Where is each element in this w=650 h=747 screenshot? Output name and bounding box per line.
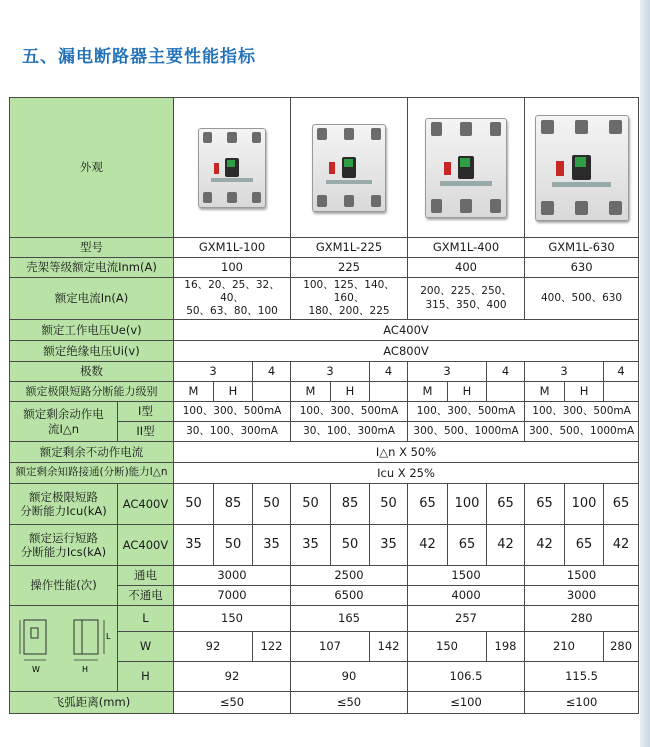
rated-current-cell: 400、500、630 — [525, 278, 639, 320]
ops-on-cell: 2500 — [291, 566, 408, 586]
level-m: M — [174, 382, 214, 402]
ics-cell: 65 — [448, 525, 487, 566]
residual-type2-cell: 30、100、300mA — [291, 422, 408, 442]
ops-on-cell: 1500 — [408, 566, 525, 586]
label-dim-w: W — [118, 632, 174, 662]
dim-l-cell: 257 — [408, 606, 525, 632]
svg-text:L: L — [105, 631, 110, 641]
label-power-off: 不通电 — [118, 586, 174, 606]
icu-cell: 65 — [487, 484, 525, 525]
label-operation: 操作性能(次) — [10, 566, 118, 606]
level-empty — [370, 382, 408, 402]
label-power-on: 通电 — [118, 566, 174, 586]
ics-cell: 35 — [370, 525, 408, 566]
label-making-breaking: 额定剩余知路接通(分断)能力I△n — [10, 463, 174, 484]
label-poles: 极数 — [10, 362, 174, 382]
residual-type1-cell: 100、300、500mA — [525, 402, 639, 422]
product-image-100 — [174, 98, 291, 238]
dim-l-cell: 150 — [174, 606, 291, 632]
dim-l-cell: 165 — [291, 606, 408, 632]
icu-cell: 65 — [604, 484, 639, 525]
page-edge-stripe — [640, 0, 650, 747]
label-insulation-voltage: 额定绝缘电压Ui(v) — [10, 341, 174, 362]
poles-3: 3 — [525, 362, 604, 382]
label-operating-voltage: 额定工作电压Ue(v) — [10, 320, 174, 341]
poles-3: 3 — [408, 362, 487, 382]
ics-cell: 50 — [214, 525, 253, 566]
label-dim-l: L — [118, 606, 174, 632]
poles-3: 3 — [291, 362, 370, 382]
ops-on-cell: 3000 — [174, 566, 291, 586]
icu-cell: 65 — [408, 484, 448, 525]
insulation-voltage-value: AC800V — [174, 341, 639, 362]
ops-off-cell: 7000 — [174, 586, 291, 606]
poles-4: 4 — [487, 362, 525, 382]
arc-cell: ≤50 — [291, 692, 408, 714]
ics-cell: 42 — [525, 525, 565, 566]
dim-w-cell: 198 — [487, 632, 525, 662]
poles-4: 4 — [604, 362, 639, 382]
rated-current-cell: 16、20、25、32、40、 50、63、80、100 — [174, 278, 291, 320]
label-type-1: I型 — [118, 402, 174, 422]
making-breaking-value: Icu X 25% — [174, 463, 639, 484]
label-model: 型号 — [10, 238, 174, 258]
level-empty — [487, 382, 525, 402]
icu-cell: 100 — [448, 484, 487, 525]
non-operating-value: I△n X 50% — [174, 442, 639, 463]
ics-cell: 35 — [174, 525, 214, 566]
level-h: H — [565, 382, 604, 402]
product-image-630 — [525, 98, 639, 238]
level-m: M — [525, 382, 565, 402]
dim-h-cell: 90 — [291, 662, 408, 692]
label-ac400v: AC400V — [118, 525, 174, 566]
arc-cell: ≤50 — [174, 692, 291, 714]
dim-w-cell: 150 — [408, 632, 487, 662]
residual-type2-cell: 300、500、1000mA — [525, 422, 639, 442]
frame-current-cell: 100 — [174, 258, 291, 278]
level-empty — [253, 382, 291, 402]
model-cell: GXM1L-100 — [174, 238, 291, 258]
label-breaking-level: 额定极限短路分断能力级别 — [10, 382, 174, 402]
icu-cell: 85 — [331, 484, 370, 525]
ops-off-cell: 3000 — [525, 586, 639, 606]
label-ac400v: AC400V — [118, 484, 174, 525]
product-image-400 — [408, 98, 525, 238]
ics-cell: 42 — [408, 525, 448, 566]
dim-l-cell: 280 — [525, 606, 639, 632]
level-h: H — [214, 382, 253, 402]
rated-current-cell: 200、225、250、 315、350、400 — [408, 278, 525, 320]
ops-off-cell: 6500 — [291, 586, 408, 606]
level-h: H — [448, 382, 487, 402]
label-frame-current: 壳架等级额定电流Inm(A) — [10, 258, 174, 278]
label-non-operating: 额定剩余不动作电流 — [10, 442, 174, 463]
poles-4: 4 — [370, 362, 408, 382]
label-dim-h: H — [118, 662, 174, 692]
dim-w-cell: 92 — [174, 632, 253, 662]
dim-w-cell: 280 — [604, 632, 639, 662]
frame-current-cell: 400 — [408, 258, 525, 278]
frame-current-cell: 630 — [525, 258, 639, 278]
label-appearance: 外观 — [10, 98, 174, 238]
page-title: 五、漏电断路器主要性能指标 — [22, 47, 256, 67]
residual-type2-cell: 30、100、300mA — [174, 422, 291, 442]
dim-w-cell: 107 — [291, 632, 370, 662]
poles-3: 3 — [174, 362, 253, 382]
ics-cell: 35 — [291, 525, 331, 566]
arc-cell: ≤100 — [525, 692, 639, 714]
residual-type1-cell: 100、300、500mA — [291, 402, 408, 422]
ics-cell: 65 — [565, 525, 604, 566]
icu-cell: 100 — [565, 484, 604, 525]
dimension-diagram — [10, 606, 118, 692]
dimension-drawing-icon — [14, 614, 114, 684]
icu-cell: 50 — [370, 484, 408, 525]
dim-w-cell: 210 — [525, 632, 604, 662]
residual-type1-cell: 100、300、500mA — [408, 402, 525, 422]
poles-4: 4 — [253, 362, 291, 382]
ics-cell: 50 — [331, 525, 370, 566]
ics-cell: 35 — [253, 525, 291, 566]
dim-h-cell: 115.5 — [525, 662, 639, 692]
ops-off-cell: 4000 — [408, 586, 525, 606]
product-image-225 — [291, 98, 408, 238]
icu-cell: 50 — [253, 484, 291, 525]
label-icu: 额定极限短路 分断能力Icu(kA) — [10, 484, 118, 525]
level-m: M — [291, 382, 331, 402]
model-cell: GXM1L-225 — [291, 238, 408, 258]
svg-text:H: H — [81, 664, 88, 674]
arc-cell: ≤100 — [408, 692, 525, 714]
level-h: H — [331, 382, 370, 402]
operating-voltage-value: AC400V — [174, 320, 639, 341]
residual-type1-cell: 100、300、500mA — [174, 402, 291, 422]
label-residual-current: 额定剩余动作电 流I△n — [10, 402, 118, 442]
icu-cell: 50 — [174, 484, 214, 525]
rated-current-cell: 100、125、140、160、 180、200、225 — [291, 278, 408, 320]
spec-table — [9, 97, 639, 714]
residual-type2-cell: 300、500、1000mA — [408, 422, 525, 442]
dim-w-cell: 142 — [370, 632, 408, 662]
label-arc-distance: 飞弧距离(mm) — [10, 692, 174, 714]
level-m: M — [408, 382, 448, 402]
ics-cell: 42 — [487, 525, 525, 566]
svg-text:W: W — [31, 664, 40, 674]
model-cell: GXM1L-400 — [408, 238, 525, 258]
model-cell: GXM1L-630 — [525, 238, 639, 258]
icu-cell: 50 — [291, 484, 331, 525]
label-ics: 额定运行短路 分断能力Ics(kA) — [10, 525, 118, 566]
ics-cell: 42 — [604, 525, 639, 566]
level-empty — [604, 382, 639, 402]
ops-on-cell: 1500 — [525, 566, 639, 586]
dim-h-cell: 92 — [174, 662, 291, 692]
icu-cell: 85 — [214, 484, 253, 525]
dim-w-cell: 122 — [253, 632, 291, 662]
icu-cell: 65 — [525, 484, 565, 525]
dim-h-cell: 106.5 — [408, 662, 525, 692]
frame-current-cell: 225 — [291, 258, 408, 278]
label-rated-current: 额定电流In(A) — [10, 278, 174, 320]
label-type-2: II型 — [118, 422, 174, 442]
